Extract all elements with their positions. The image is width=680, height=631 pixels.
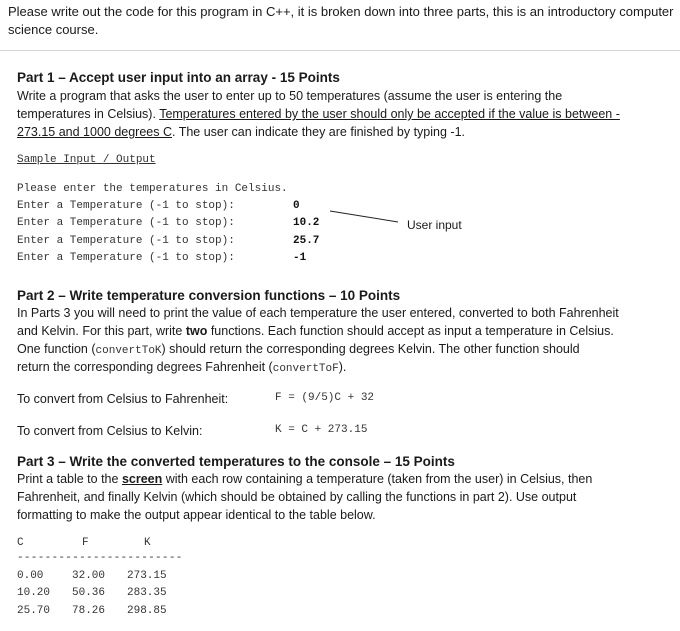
part3-line1-c: with each row containing a temperature (taken from the user) in Celsius, then <box>162 472 593 486</box>
part2-line4-b: ). <box>338 360 347 374</box>
part3-line2: Fahrenheit, and finally Kelvin (which should be obtained by calling the functions in part 2). Use output <box>17 490 577 504</box>
table-cell-c: 0.00 <box>17 570 44 582</box>
part2-line2 <box>17 322 614 340</box>
table-cell-c: 25.70 <box>17 605 51 617</box>
convert-k-label: To convert from Celsius to Kelvin: <box>17 424 203 438</box>
entry-prompt: Enter a Temperature (-1 to stop): <box>17 252 235 264</box>
entry-value: -1 <box>293 252 307 264</box>
part2-line3 <box>17 340 580 360</box>
convert-f-formula: F = (9/5)C + 32 <box>275 392 375 404</box>
part2-line2-c: functions. Each function should accept as input a temperature in Celsius. <box>207 324 614 338</box>
table-dash-separator: ------------------------ <box>17 552 183 564</box>
part1-range-underlined: 273.15 and 1000 degrees C <box>17 125 172 139</box>
entry-value: 0 <box>293 200 300 212</box>
part1-line3-text: . The user can indicate they are finished by typing -1. <box>172 125 465 139</box>
part3-heading: Part 3 – Write the converted temperatures to the console – 15 Points <box>17 454 455 469</box>
convert-to-f-code: convertToF <box>272 363 339 375</box>
table-cell-k: 273.15 <box>127 570 167 582</box>
convert-f-label: To convert from Celsius to Fahrenheit: <box>17 392 229 406</box>
table-cell-f: 50.36 <box>72 587 106 599</box>
entry-prompt: Enter a Temperature (-1 to stop): <box>17 200 235 212</box>
table-cell-k: 298.85 <box>127 605 167 617</box>
table-header-c: C <box>17 537 24 549</box>
prompt-line: Please enter the temperatures in Celsius. <box>17 183 288 195</box>
table-header-f: F <box>82 537 89 549</box>
part2-two-bold: two <box>185 324 208 338</box>
table-header-k: K <box>144 537 151 549</box>
convert-to-k-code: convertToK <box>95 345 162 357</box>
table-cell-f: 32.00 <box>72 570 106 582</box>
part2-line3-a: One function ( <box>17 342 96 356</box>
entry-value: 10.2 <box>293 217 320 229</box>
convert-k-formula: K = C + 273.15 <box>275 424 368 436</box>
part3-line1 <box>17 470 592 488</box>
table-cell-k: 283.35 <box>127 587 167 599</box>
part2-line1: In Parts 3 you will need to print the value of each temperature the user entered, converted to both Fahrenheit <box>17 306 619 320</box>
part2-line2-a: and Kelvin. For this part, write <box>17 324 186 338</box>
part3-line3: formatting to make the output appear identical to the table below. <box>17 508 376 522</box>
part2-heading: Part 2 – Write temperature conversion functions – 10 Points <box>17 288 401 303</box>
screen-emphasis: screen <box>121 472 163 486</box>
part2-line3-b: ) should return the corresponding degrees Kelvin. The other function should <box>161 342 580 356</box>
sample-io-heading: Sample Input / Output <box>17 154 156 166</box>
table-cell-c: 10.20 <box>17 587 51 599</box>
part2-line4-a: return the corresponding degrees Fahrenheit ( <box>17 360 273 374</box>
part1-line2-text: temperatures in Celsius). <box>17 107 160 121</box>
part1-line1: Write a program that asks the user to enter up to 50 temperatures (assume the user is entering the <box>17 89 563 103</box>
part1-requirement-underlined: Temperatures entered by the user should only be accepted if the value is between - <box>159 107 620 121</box>
part1-heading: Part 1 – Accept user input into an array - 15 Points <box>17 70 340 85</box>
entry-value: 25.7 <box>293 235 320 247</box>
part2-line4 <box>17 358 346 378</box>
entry-prompt: Enter a Temperature (-1 to stop): <box>17 217 235 229</box>
user-input-annotation: User input <box>407 218 462 232</box>
entry-prompt: Enter a Temperature (-1 to stop): <box>17 235 235 247</box>
part3-line1-a: Print a table to the <box>17 472 122 486</box>
intro-text: Please write out the code for this program in C++, it is broken down into three parts, this is an introductory computer science course. <box>8 4 674 37</box>
table-cell-f: 78.26 <box>72 605 106 617</box>
